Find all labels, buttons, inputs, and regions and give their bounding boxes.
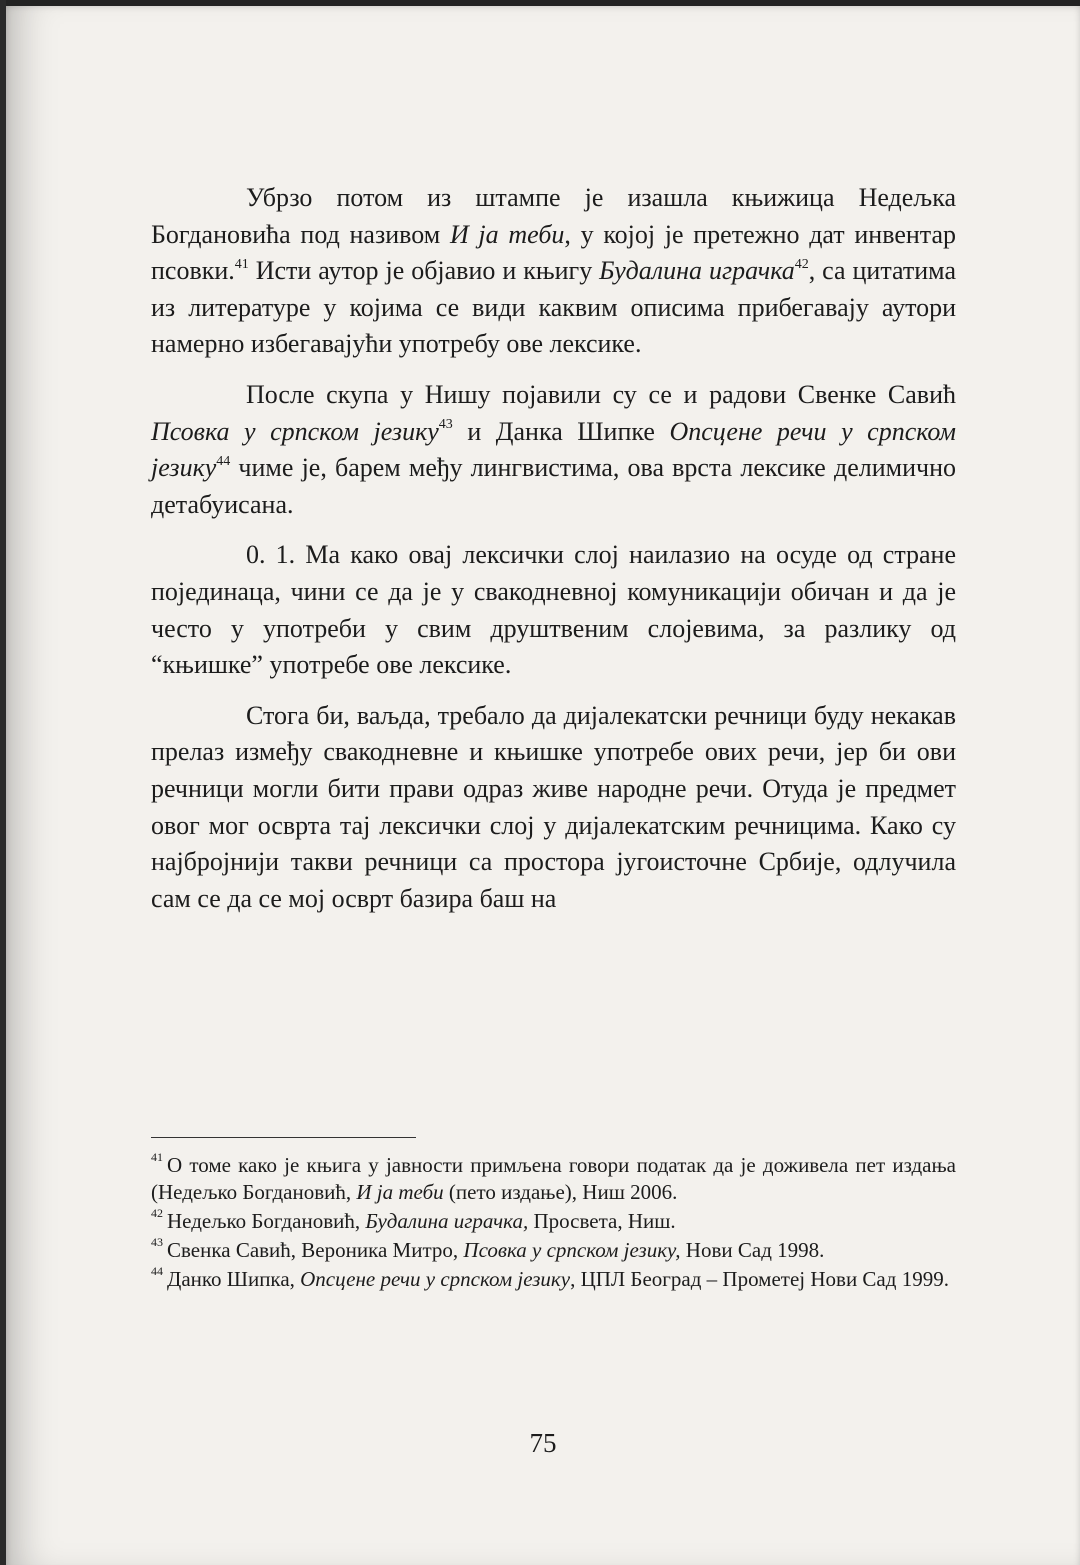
paragraph-text: , са цитатима из литературе у којима се види каквим описима прибегавају аутори намерно избегавајући употребу ове лексике.: [151, 256, 956, 359]
footnote-divider: [151, 1137, 416, 1138]
paragraph: [151, 377, 956, 523]
paragraph-text: , у којој је претежно дат инвентар псовки.: [151, 219, 956, 286]
italic-title: Опсцене речи у српском језику: [300, 1267, 571, 1291]
footnote-marker: 44: [216, 453, 231, 469]
footnote-text: (пето издање), Ниш 2006.: [443, 1180, 678, 1204]
italic-title: Псовка у српском језику,: [463, 1238, 681, 1262]
footnote-marker: 43: [151, 1235, 163, 1249]
italic-title: Будалина играчка,: [365, 1209, 529, 1233]
page-number: 75: [529, 1428, 557, 1458]
footnote-marker: 41: [234, 256, 249, 272]
italic-title: И ја теби: [356, 1180, 444, 1204]
footnote: [151, 1237, 956, 1264]
body-text: [151, 180, 956, 917]
italic-title: Псовка у српском језику: [151, 416, 439, 446]
footnote-marker: 43: [438, 416, 453, 432]
book-page: [6, 0, 1080, 1565]
paragraph: [151, 537, 956, 683]
footnote-marker: 41: [151, 1150, 163, 1164]
paragraph-text: 0. 1. Ма како овај лексички слој наилазио на осуде од стране појединаца, чини се да је у свакодневној комуникацији обичан и да је често у употреби у свим друштвеним слојевима, за разлику од “књишке” употребе ове лексике.: [151, 540, 956, 680]
paragraph-text: Стога би, ваљда, требало да дијалекатски речници буду некакав прелаз између свакодневне и књишке употребе ових речи, јер би ови речници могли бити прави одраз живе народне речи. Отуда је предмет овог мог осврта тај лексички слој у дијалекатским речницима. Како су најбројнији такви речници са простора југоисточне Србије, одлучила сам се да се мој осврт базира баш на: [151, 700, 956, 913]
footnote: [151, 1208, 956, 1235]
paragraph: [151, 180, 956, 363]
paragraph-text: После скупа у Нишу појавили су се и радови Свенке Савић: [246, 379, 956, 409]
italic-title: Будалина играчка: [599, 256, 795, 286]
footnote-marker: 44: [151, 1264, 163, 1278]
footnote-text: Свенка Савић, Вероника Митро,: [167, 1238, 464, 1262]
paragraph-text: и Данка Шипке: [452, 416, 670, 446]
italic-title: Опсцене речи у српском језику: [151, 416, 957, 483]
footnote-marker: 42: [794, 256, 809, 272]
italic-title: И ја теби: [449, 219, 565, 249]
paragraph-text: Исти аутор је објавио и књигу: [248, 256, 600, 286]
paragraph: [151, 698, 956, 918]
footnote-text: О томе како је књига у јавности примљена говори податак да је доживела пет издања (Недељко Богдановић,: [151, 1153, 956, 1204]
footnote: [151, 1152, 956, 1206]
footnotes: [151, 1152, 956, 1295]
footnote: [151, 1266, 956, 1293]
paragraph-text: чиме је, барем међу лингвистима, ова врста лексике делимично детабуисана.: [151, 453, 956, 519]
footnote-text: , ЦПЛ Београд – Прометеј Нови Сад 1999.: [570, 1267, 949, 1291]
footnote-text: Данко Шипка,: [167, 1267, 301, 1291]
footnote-text: Нови Сад 1998.: [680, 1238, 825, 1262]
footnote-marker: 42: [151, 1206, 163, 1220]
footnote-text: Недељко Богдановић,: [167, 1209, 366, 1233]
footnote-text: Просвета, Ниш.: [528, 1209, 676, 1233]
paragraph-text: Убрзо потом из штампе је изашла књижица Недељка Богдановића под називом: [151, 183, 956, 249]
